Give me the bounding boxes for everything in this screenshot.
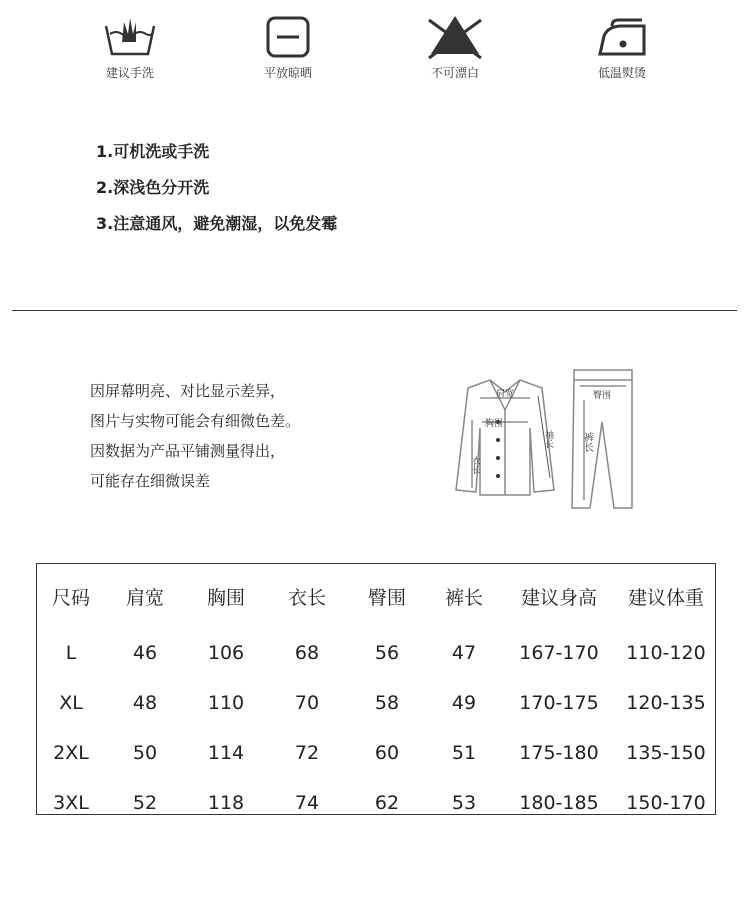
care-item-low-iron xyxy=(562,12,682,81)
size-table xyxy=(36,563,716,815)
disclaimer-line: 图片与实物可能会有细微色差。 xyxy=(90,412,301,430)
cell-size: 3XL xyxy=(53,792,89,814)
care-icons-row xyxy=(0,12,750,92)
disclaimer-line: 因屏幕明亮、对比显示差异， xyxy=(90,382,286,400)
cell-length: 74 xyxy=(294,792,320,814)
cell-shoulder: 52 xyxy=(132,792,158,814)
care-label: 平放晾晒 xyxy=(263,66,312,80)
cell-pants-length: 47 xyxy=(451,642,477,664)
header-pants-length: 裤长 xyxy=(444,586,483,609)
shoulder-label: 肩宽 xyxy=(495,389,515,399)
header-height: 建议身高 xyxy=(520,586,597,609)
cell-length: 72 xyxy=(294,742,320,764)
cell-size: 2XL xyxy=(53,742,89,764)
header-weight: 建议体重 xyxy=(627,586,704,609)
chest-label: 胸围 xyxy=(484,419,504,429)
cell-hip: 62 xyxy=(374,792,400,814)
hip-label: 臀围 xyxy=(592,391,612,401)
table-row xyxy=(37,628,715,678)
header-shoulder: 肩宽 xyxy=(125,586,164,609)
note-line: 2.深浅色分开洗 xyxy=(96,178,210,197)
no-bleach-icon xyxy=(425,12,485,60)
sleeve-label: 袖长 xyxy=(543,430,553,448)
cell-weight: 110-120 xyxy=(626,642,706,664)
cell-chest: 106 xyxy=(207,642,245,664)
header-hip: 臀围 xyxy=(367,586,406,609)
care-item-flat-dry xyxy=(228,12,348,81)
low-iron-icon xyxy=(592,12,652,60)
cell-pants-length: 49 xyxy=(451,692,477,714)
table-header-row xyxy=(37,564,715,628)
table-row xyxy=(37,678,715,728)
care-item-no-bleach xyxy=(395,12,515,81)
length-label: 衣长 xyxy=(470,456,480,474)
flat-dry-icon xyxy=(258,12,318,60)
note-line: 1.可机洗或手洗 xyxy=(96,142,210,161)
header-chest: 胸围 xyxy=(206,586,245,609)
table-row xyxy=(37,728,715,778)
header-size: 尺码 xyxy=(51,586,90,609)
cell-shoulder: 46 xyxy=(132,642,158,664)
care-item-hand-wash xyxy=(70,12,190,81)
cell-length: 70 xyxy=(294,692,320,714)
cell-pants-length: 51 xyxy=(451,742,477,764)
disclaimer-line: 因数据为产品平铺测量得出， xyxy=(90,442,286,460)
cell-shoulder: 50 xyxy=(132,742,158,764)
cell-height: 167-170 xyxy=(519,642,599,664)
cell-size: L xyxy=(65,642,77,664)
cell-hip: 60 xyxy=(374,742,400,764)
hand-wash-icon xyxy=(100,12,160,60)
cell-weight: 120-135 xyxy=(626,692,706,714)
section-divider xyxy=(12,310,737,311)
disclaimer-line: 可能存在细微误差 xyxy=(90,472,211,490)
cell-length: 68 xyxy=(294,642,320,664)
care-label: 低温熨烫 xyxy=(597,66,646,80)
cell-hip: 58 xyxy=(374,692,400,714)
cell-weight: 135-150 xyxy=(626,742,706,764)
cell-weight: 150-170 xyxy=(626,792,706,814)
color-disclaimer xyxy=(90,376,300,496)
cell-shoulder: 48 xyxy=(132,692,158,714)
cell-size: XL xyxy=(59,692,83,714)
care-label: 建议手洗 xyxy=(105,66,154,80)
care-label: 不可漂白 xyxy=(430,66,479,80)
cell-chest: 110 xyxy=(207,692,245,714)
note-line: 3.注意通风，避免潮湿，以免发霉 xyxy=(96,214,338,233)
wash-notes xyxy=(96,134,337,242)
measurement-diagram xyxy=(430,360,650,520)
size-chart xyxy=(37,564,715,828)
pants-length-label: 裤长 xyxy=(581,432,593,452)
table-row xyxy=(37,778,715,828)
header-length: 衣长 xyxy=(287,586,326,609)
cell-height: 170-175 xyxy=(519,692,599,714)
cell-height: 175-180 xyxy=(519,742,599,764)
cell-pants-length: 53 xyxy=(451,792,477,814)
cell-chest: 114 xyxy=(207,742,245,764)
cell-chest: 118 xyxy=(207,792,245,814)
cell-height: 180-185 xyxy=(519,792,599,814)
cell-hip: 56 xyxy=(374,642,400,664)
